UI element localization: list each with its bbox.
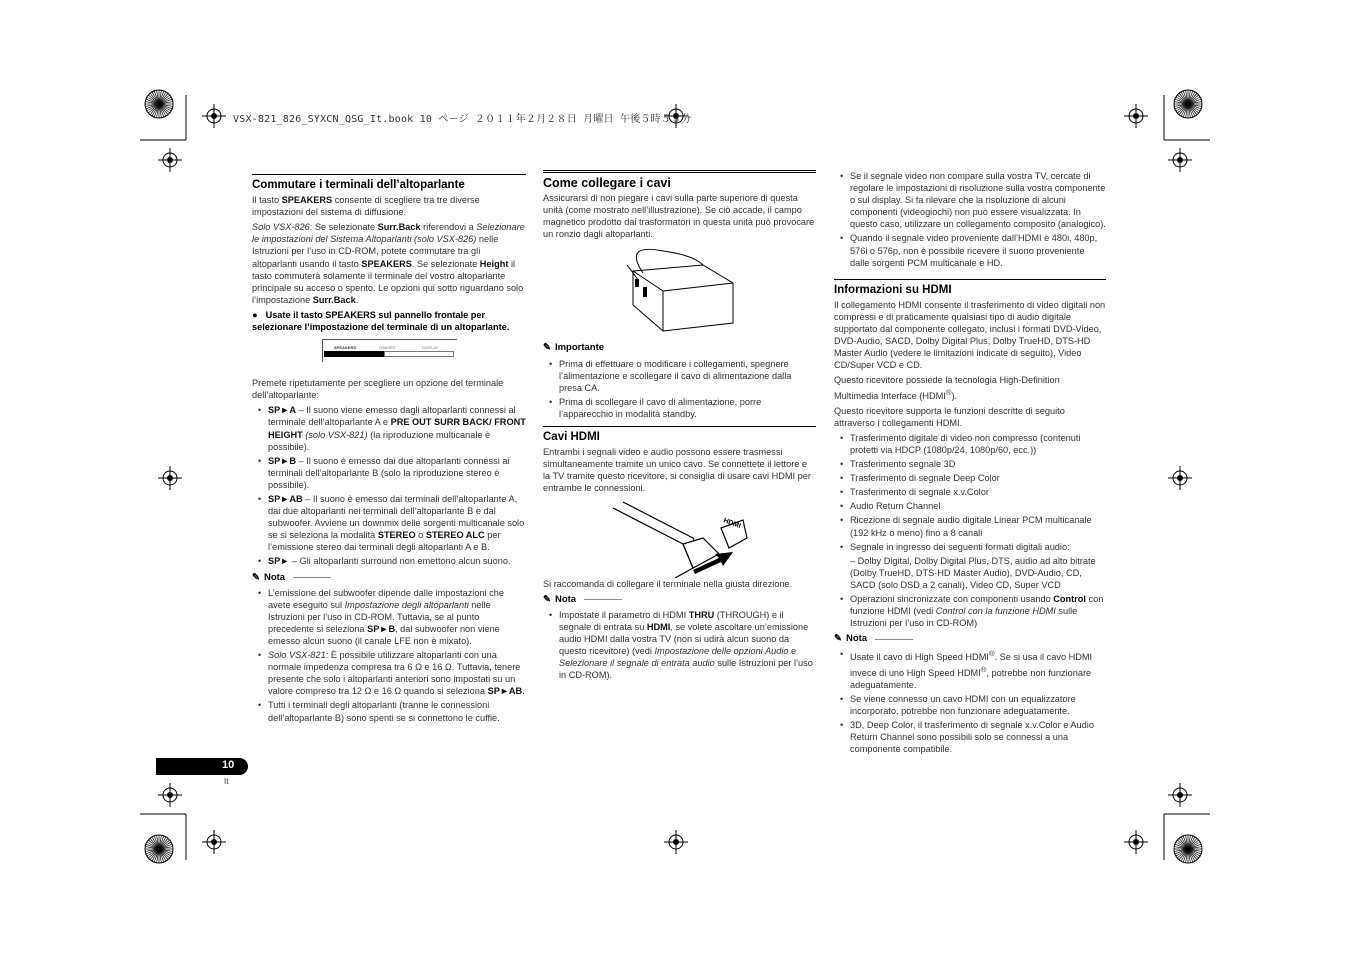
- pencil-icon: ✎: [834, 633, 842, 645]
- paragraph: Il collegamento HDMI consente il trasferimento di video digitali non compressi e di praticamente qualsiasi tipo di audio digitale supportato dal componente collegato, inclusi i formati DVD-Video, DVD-Audio, SACD, Dolby Digital Plus, Dolby TrueHD, DTS-HD Master Audio (vedere le limitazioni indicate di seguito), Video CD/Super VCD e CD.: [834, 299, 1106, 371]
- list-item: • Trasferimento di segnale Deep Color: [834, 472, 1106, 484]
- panel-label-display: DISPLAY: [422, 345, 439, 351]
- list-item: • Trasferimento di segnale x.v.Color: [834, 486, 1106, 498]
- panel-label-dimmer: DIMMER: [379, 345, 396, 351]
- receiver-illustration: [543, 243, 816, 338]
- list-item: • Operazioni sincronizzate con componenti usando Control con funzione HDMI (vedi Control con la funzione HDMI sulle Istruzioni per l’uso in CD-ROM): [834, 593, 1106, 629]
- paragraph: Premete ripetutamente per scegliere un opzione del terminale dell’altoparlante:: [252, 378, 504, 401]
- list-item: • Se viene connesso un cavo HDMI con un equalizzatore incorporato, potrebbe non funzionare adeguatamente.: [834, 693, 1106, 717]
- crosshair-dot: [1177, 475, 1183, 481]
- section-title-speaker-terminals: Commutare i terminali dell’altoparlante: [252, 174, 526, 191]
- list-item: • Trasferimento segnale 3D: [834, 458, 1106, 470]
- list-item: • Prima di effettuare o modificare i collegamenti, spegnere l’alimentazione e scollegare il cavo di alimentazione dalla presa CA.: [543, 358, 816, 394]
- speaker-options-list: [252, 404, 526, 567]
- crosshair-dot: [167, 157, 173, 163]
- page-number: 10: [222, 759, 235, 771]
- paragraph: Questo ricevitore possiede la tecnologia High-Definition Multimedia Interface (HDMI®).: [834, 375, 1060, 401]
- crosshair-dot: [167, 475, 173, 481]
- panel-label-speakers: SPEAKERS: [334, 345, 357, 351]
- list-item: • Usate il cavo di High Speed HDMI®. Se si usa il cavo HDMI invece di uno High Speed HDMI®, potrebbe non funzionare adeguatamente.: [834, 648, 1106, 690]
- list-item: • Tutti i terminali degli altoparlanti (tranne le connessioni dell’altoparlante B) sono spenti se si connettono le cuffie.: [252, 699, 526, 723]
- list-item: • L’emissione del subwoofer dipende dalle impostazioni che avete eseguito sul Impostazione degli altoparlanti nelle Istruzioni per l’uso in CD-ROM. Tuttavia, se al punto precedente si seleziona SP►B, dal subwoofer non viene emesso alcun suono (il canale LFE non è mixato).: [252, 587, 526, 647]
- list-item: • Impostate il parametro di HDMI THRU (THROUGH) e il segnale di entrata su HDMI, se volete ascoltare un’emissione audio HDMI dalla vostra TV (non si udirà alcun suono da questo ricevitore) (vedi Impostazione delle opzioni Audio e Selezionare il segnale di entrata audio sulle Istruzioni per l’uso in CD-ROM).: [543, 609, 816, 682]
- note-list: [834, 648, 1106, 755]
- paragraph: Questo ricevitore supporta le funzioni descritte di seguito attraverso i collegamenti HDMI.: [834, 405, 1065, 428]
- warning-icon: ✎: [543, 342, 551, 354]
- crosshair-dot: [167, 792, 173, 798]
- crosshair-dot: [1177, 157, 1183, 163]
- list-item: • Prima di scollegare il cavo di alimentazione, porre l’apparecchio in modalità standby.: [543, 396, 816, 420]
- note-list: [543, 609, 816, 682]
- pencil-icon: ✎: [543, 593, 551, 605]
- list-item: • SP►B – Il suono è emesso dai due altoparlanti connessi ai terminali dell’altoparlante B (solo la riproduzione stereo è possibile).: [252, 455, 526, 491]
- step-bullet: ● Usate il tasto SPEAKERS sul pannello frontale per selezionare l’impostazione del terminale di un altoparlante.: [252, 309, 510, 333]
- note-list: [252, 587, 526, 724]
- list-item: • Se il segnale video non compare sulla vostra TV, cercate di regolare le impostazioni di risoluzione sulla vostra componente o sul display. Si fa rilevare che la risoluzione di alcuni componenti (videogiochi) non può essere visualizzata. In questo caso, utilizzare un collegamento composito (analogico).: [834, 170, 1106, 230]
- list-item: • Audio Return Channel: [834, 500, 1106, 512]
- crosshair-dot: [211, 839, 217, 845]
- crosshair-dot: [673, 839, 679, 845]
- page-language: It: [224, 777, 229, 786]
- crosshair-dot: [1133, 113, 1139, 119]
- list-item: • Trasferimento digitale di video non compresso (contenuti protetti via HDCP (1080p/24, 1080p/60, ecc.)): [834, 432, 1106, 456]
- section-title-hdmi-info: Informazioni su HDMI: [834, 279, 1106, 296]
- crosshair-dot: [1177, 792, 1183, 798]
- list-item: • 3D, Deep Color, il trasferimento di segnale x.v.Color e Audio Return Channel sono possibili solo se connessi a una componente compatibile.: [834, 719, 1106, 755]
- list-item: • Segnale in ingresso dei seguenti formati digitali audio: – Dolby Digital, Dolby Digital Plus, DTS, audio ad alto bitrate (Dolby TrueHD, DTS-HD Master Audio), DVD-Audio, CD, SACD (solo DSD a 2 canali), Video CD, Super VCD: [834, 541, 1106, 591]
- important-list: [543, 358, 816, 420]
- list-item: • SP► – Gli altoparlanti surround non emettono alcun suono.: [252, 555, 526, 567]
- bullet-dot-icon: ●: [252, 309, 258, 320]
- crosshair-dot: [211, 113, 217, 119]
- front-panel-figure: [252, 337, 526, 377]
- note-heading: ✎ Nota: [543, 594, 816, 606]
- list-item: • SP►A – Il suono viene emesso dagli altoparlanti connessi al terminale dell’altoparlante A e PRE OUT SURR BACK/ FRONT HEIGHT (solo VSX-821) (la riproduzione multicanale è possibile).: [252, 404, 526, 452]
- list-item: • Solo VSX-821: È possibile utilizzare altoparlanti con una normale impedenza compresa tra 6 Ω e 16 Ω. Tuttavia, tenere presente che solo i altoparlanti anteriori sono impostati su un valore compreso tra 12 Ω e 16 Ω quando si seleziona SP►AB.: [252, 649, 526, 697]
- file-header: VSX-821_826_SYXCN_QSG_It.book 10 ページ ２０１１年２月２８日 月曜日 午後５時５３分: [233, 114, 692, 125]
- middle-column: [543, 170, 816, 684]
- paragraph: Il tasto SPEAKERS consente di scegliere tra tre diverse impostazioni del sistema di diffusione.: [252, 195, 480, 218]
- sub-item: – Dolby Digital, Dolby Digital Plus, DTS, audio ad alto bitrate (Dolby TrueHD, DTS-HD Master Audio), DVD-Audio, CD, SACD (solo DSD a 2 canali), Video CD, Super VCD: [850, 555, 1096, 590]
- paragraph: Solo VSX-826: Se selezionate Surr.Back riferendovi a Selezionare le impostazioni del Sistema Altoparlanti (solo VSX-826) nelle Istruzioni per l’uso in CD-ROM, potete commutare tra gli altoparlanti usando il tasto SPEAKERS. Se selezionate Height il tasto commuterà solamente il terminale del vostro altoparlante principale su acceso o spento. Le opzioni qui sotto riguardano solo l’impostazione Surr.Back.: [252, 222, 525, 305]
- paragraph: Assicurarsi di non piegare i cavi sulla parte superiore di questa unità (come mostrato nell’illustrazione). Se ciò accade, il campo magnetico prodotto dai trasformatori in questa unità può provocare un ronzio dagli altoparlanti.: [543, 193, 815, 240]
- list-item: • Quando il segnale video proveniente dall’HDMI è 480i, 480p, 576i o 576p, non è possibile ricevere il suono proveniente dalle sorgenti PCM multicanale e HD.: [834, 232, 1106, 268]
- section-title-connect-cables: Come collegare i cavi: [543, 170, 816, 189]
- video-notes-list: [834, 170, 1106, 269]
- list-item: • SP►AB – Il suono è emesso dai terminali dell’altoparlante A, dai due altoparlanti nei terminali dell’altoparlante B e dal subwoofer. Avviene un downmix delle sorgenti multicanale solo se si seleziona la modalità STEREO o STEREO ALC per l’emissione stereo dai terminali degli altoparlanti A e B.: [252, 493, 526, 553]
- list-item: • Ricezione di segnale audio digitale Linear PCM multicanale (192 kHz o meno) fino a 8 canali: [834, 514, 1106, 538]
- note-heading: ✎ Nota: [834, 633, 1106, 645]
- paragraph: Si raccomanda di collegare il terminale nella giusta direzione.: [543, 578, 793, 589]
- crosshair-dot: [1133, 839, 1139, 845]
- note-heading: ✎ Nota: [252, 572, 526, 584]
- right-column: [834, 170, 1106, 758]
- pencil-icon: ✎: [252, 571, 260, 583]
- paragraph: Entrambi i segnali video e audio possono essere trasmessi simultaneamente tramite un unico cavo. Se connettete il lettore e la TV tramite questo ricevitore, si consiglia di usare cavi HDMI per entrambe le connessioni.: [543, 447, 811, 494]
- hdmi-label: HDMI: [722, 516, 742, 530]
- section-title-hdmi-cables: Cavi HDMI: [543, 426, 816, 443]
- left-column: [252, 174, 526, 727]
- important-heading: ✎ Importante: [543, 342, 605, 354]
- hdmi-features-list: [834, 432, 1106, 629]
- hdmi-connector-illustration: [543, 498, 816, 578]
